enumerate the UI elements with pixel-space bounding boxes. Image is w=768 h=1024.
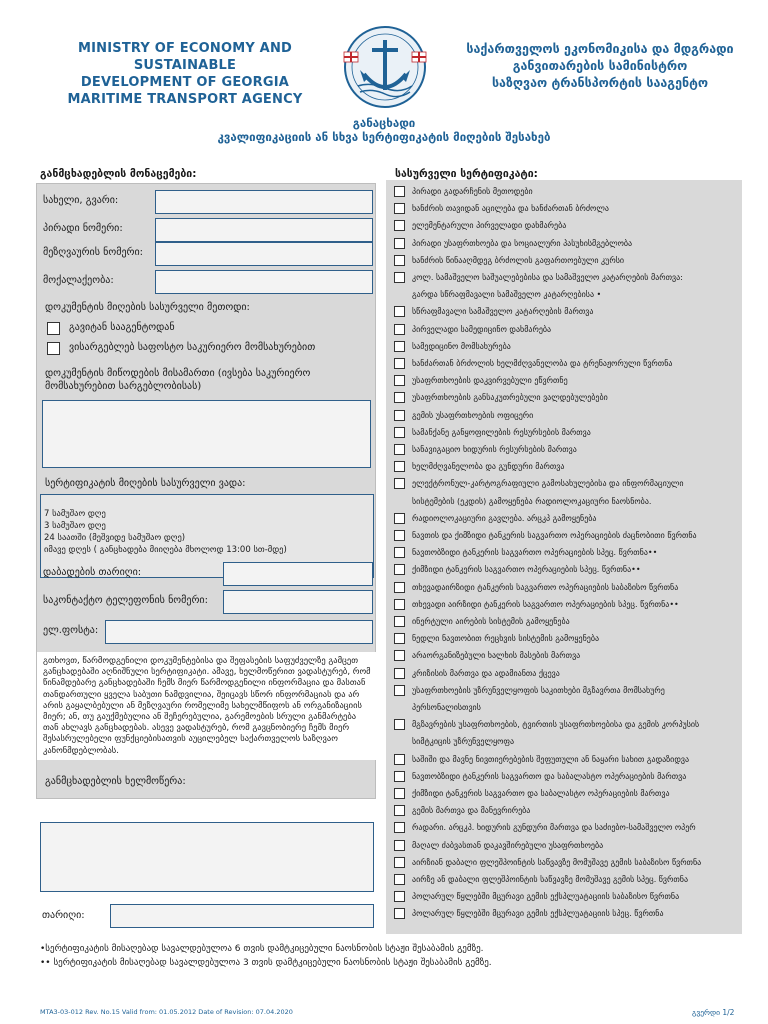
certificate-checkbox[interactable] — [394, 341, 405, 352]
certificate-item[interactable] — [394, 442, 739, 459]
phone-label: საკონტაქტო ტელეფონის ნომერი: — [43, 595, 208, 606]
certificate-section-title: სასურველი სერტიფიკატი: — [395, 168, 538, 180]
certificate-label: სწრაფმავალი სამაშველო კატარღების მართვა — [412, 307, 594, 317]
certificate-item[interactable] — [394, 838, 739, 855]
certificate-label: ხანძრის თავიდან აცილება და ხანძართან ბრძოლა — [412, 204, 609, 214]
certificate-label: აირზიან დაბალი ფლეშპოინტის საწვავზე მომუშავე გემის საბაზისო წვრთნა — [412, 857, 702, 867]
phone-row — [43, 590, 373, 614]
certificate-checkbox[interactable] — [394, 547, 405, 558]
certificate-item[interactable] — [394, 270, 739, 287]
certificate-label: თხევადაირზიდი ტანკერის საგვართო ოპერაციების საბაზისო წვრთნა — [412, 582, 679, 592]
certificate-checkbox[interactable] — [394, 530, 405, 541]
certificate-item[interactable] — [394, 339, 739, 356]
form-title: განაცხადი — [352, 116, 416, 130]
personal-number-row — [43, 218, 373, 242]
certificate-checkbox[interactable] — [394, 840, 405, 851]
certificate-label: გარდა სწრაფმავალი სამაშველო კატარღებისა • — [412, 290, 602, 300]
phone-input[interactable] — [223, 590, 373, 614]
certificate-checkbox[interactable] — [394, 805, 405, 816]
citizenship-row — [43, 270, 373, 294]
page-number: გვერდი 1/2 — [692, 1008, 735, 1017]
signature-label: განმცხადებლის ხელმოწერა: — [45, 776, 186, 787]
term-option-same-day[interactable]: იმავე დღეს ( განცხადება მიიღება მხოლოდ 13:00 სთ-მდე) — [44, 545, 287, 555]
certificate-label: თხევადი აირზიდი ტანკერის საგვართო ოპერაციების სპეც. წვრთნა•• — [412, 599, 679, 609]
certificate-label: ხელმძღვანელობა და გუნდური მართვა — [412, 462, 565, 472]
form-subtitle: კვალიფიკაციის ან სხვა სერტიფიკატის მიღების შესახებ — [217, 130, 551, 144]
certificate-label: სისტემების (ეკდის) გამოყენება რადიოლოკაციური ნაოსნობა. — [412, 496, 652, 506]
certificate-item[interactable] — [394, 820, 739, 837]
certificate-label: გემის მართვა და მანევრირება — [412, 806, 531, 816]
footnote-six-months: •სერტიფიკატის მისაღებად სავალდებულოა 6 თვის დამტკიცებული ნაოსნობის სტაჟი შესაბამის გემზე. — [40, 944, 484, 954]
certificate-checkbox[interactable] — [394, 857, 405, 868]
email-input[interactable] — [105, 620, 373, 644]
certificate-label: აირზე ან დაბალი ფლეშპოინტის საწვავზე მომუშავე გემის სპეც. წვრთნა — [412, 875, 689, 884]
certificate-item[interactable] — [394, 683, 739, 700]
certificate-label: რადიოლოკაციური გავლება. არცკპ გამოყენება — [412, 513, 597, 523]
certificate-checkbox[interactable] — [394, 564, 405, 575]
certificate-item[interactable] — [394, 322, 739, 339]
certificate-item[interactable] — [394, 889, 739, 906]
certificate-label: პოლარულ წყლებში მცურავი გემის ექსპლუატაციის სპეც. წვრთნა — [412, 909, 664, 919]
certificate-checkbox[interactable] — [394, 650, 405, 661]
certificate-label: კრიზისის მართვა და ადამიანთა ქცევა — [412, 668, 560, 678]
certificate-checkbox[interactable] — [394, 719, 405, 730]
name-label: სახელი, გვარი: — [43, 195, 119, 206]
certificate-item — [394, 700, 739, 717]
certificate-checkbox[interactable] — [394, 306, 405, 317]
certificate-checkbox[interactable] — [394, 203, 405, 214]
agency-name-en-line2: DEVELOPMENT OF GEORGIA — [80, 75, 290, 90]
certificate-item[interactable] — [394, 597, 739, 614]
email-row — [43, 620, 373, 644]
certificate-checkbox[interactable] — [394, 822, 405, 833]
certificate-label: პოლარულ წყლებში მცურავი გემის ექსპლუატაციის საბაზისო წვრთნა — [412, 892, 680, 902]
certificate-label: პერსონალისთვის — [412, 703, 481, 712]
certificate-item[interactable] — [394, 717, 739, 734]
declaration-text: გთხოვთ, წარმოდგენილი დოკუმენტებისა და შეფასების საფუძველზე გამცეთ განცხადებაში აღნიშნული სერტიფიკატი. ამავე, ხელმოწერით ვადასტურებ, რომ წინამდებარე განცხადებაში ჩემს მიერ წარმოდგენილი ინფორმაცია და მასთან თანდართული ყველა საბუთი ნამდვილია, შეიცავს სწორ ინფორმაციას და არ არის გაყალბებული ან მეზღვაური რომელიმე სახელმწიფოს ან ორგანიზაციის მიერ; ან, თუ გაუქმებულია ან შეჩერებულია, გარემოების სრული განმარტება თან ახლავს განცხადებას. ასევე ვადასტურებ, რომ გავცნობიერე ჩემს მიერ შესასრულებელი ფუნქციებისათვის აუცილებელ საქართველოს საზღვაო კანონმდებლობას. — [43, 656, 371, 756]
certificate-label: ინერტული აირების სისტემის გამოყენება — [412, 617, 570, 626]
certificate-checkbox[interactable] — [394, 908, 405, 919]
certificate-label: საშიში და მავნე ნივთიერებების შეფუთული ან ნაყარი სახით გადაზიდვა — [412, 754, 690, 764]
certificate-label: უსაფრთხოების დაკვირვებული ეწვრთნე — [412, 376, 568, 386]
certificate-label: ნავთის და ქიმზიდი ტანკერის საგვართო ოპერაციების ძაცნობითი წვრთნა — [412, 531, 697, 540]
seaman-number-row — [43, 242, 373, 266]
personal-number-label: პირადი ნომერი: — [43, 223, 123, 234]
certificate-item[interactable] — [394, 253, 739, 270]
agency-name-ka-line2: განვითარების სამინისტრო — [512, 58, 688, 73]
courier-label: ვისარგებლებ საფოსტო საკურიერო მომსახურებით — [69, 342, 316, 353]
certificate-checkbox[interactable] — [394, 582, 405, 593]
footnote-three-months: •• სერტიფიკატის მისაღებად სავალდებულოა 3 თვის დამტკიცებული ნაოსნობის სტაჟი შესაბამის გემზე. — [40, 958, 492, 968]
declaration-box — [37, 652, 377, 760]
certificate-item[interactable] — [394, 786, 739, 803]
citizenship-label: მოქალაქეობა: — [43, 275, 114, 286]
personal-number-input[interactable] — [155, 218, 373, 242]
certificate-item[interactable] — [394, 218, 739, 235]
agency-seal-logo — [340, 22, 430, 112]
dob-input[interactable] — [223, 562, 373, 586]
certificate-item[interactable] — [394, 666, 739, 683]
certificate-item — [394, 734, 739, 751]
certificate-checkbox[interactable] — [394, 358, 405, 369]
dob-row — [43, 562, 373, 586]
certificate-label: არაორგანიზებული ხალხის მასების მართვა — [412, 651, 581, 661]
certificate-checkbox[interactable] — [394, 238, 405, 249]
certificate-label: ნავთობზიდი ტანკერის საგვართო და საბალასტო ოპერაციების მართვა — [412, 771, 687, 781]
certificate-item — [394, 287, 739, 304]
certificate-label: პირველადი სამედიცინო დახმარება — [412, 324, 552, 334]
certificate-item — [394, 494, 739, 511]
delivery-address-label-line1: დოკუმენტის მიწოდების მისამართი (ივსება საკურიერო — [45, 368, 311, 379]
receive-option-pickup[interactable] — [47, 322, 347, 338]
certificate-label: ელემენტარული პირველადი დახმარება — [412, 221, 567, 231]
certificate-item[interactable] — [394, 476, 739, 493]
certificate-label: მგზავრების უსაფრთხოების, ტვირთის უსაფრთხოებისა და გემის კორპუსის — [412, 720, 700, 730]
certificate-label: სანავიგაციო ხიდურის რესურსების მართვა — [412, 445, 577, 454]
certificate-item[interactable] — [394, 769, 739, 786]
certificate-label: სამედიცინო მომსახურება — [412, 341, 511, 351]
certificate-item[interactable] — [394, 390, 739, 407]
certificate-checkbox[interactable] — [394, 461, 405, 472]
agency-name-english — [40, 40, 330, 108]
certificate-label: ხანძრის წინააღმდეგ ბრძოლის გაფართოებული კურსი — [412, 255, 625, 265]
delivery-address-label-line2: მომსახურებით სარგებლობისას) — [45, 381, 202, 392]
certificate-label: გემის უსაფრთხოების ოფიცერი — [412, 410, 534, 420]
certificate-item[interactable] — [394, 631, 739, 648]
certificate-label: პირადი უსაფრთხოება და სოციალური პასუხისმგებლობა — [412, 238, 633, 248]
certificate-checkbox[interactable] — [394, 874, 405, 885]
pickup-label: გავიტან სააგენტოდან — [69, 322, 175, 333]
certificate-label: ნედლი ნავთობით რეცხვის სისტემის გამოყენება — [412, 634, 600, 644]
certificate-checkbox[interactable] — [394, 272, 405, 283]
certificate-item[interactable] — [394, 648, 739, 665]
email-label: ელ.ფოსტა: — [43, 625, 99, 636]
agency-name-en-line1: MINISTRY OF ECONOMY AND SUSTAINABLE — [77, 41, 293, 73]
agency-name-ka-line1: საქართველოს ეკონომიკისა და მდგრადი — [466, 41, 734, 56]
certificate-checkbox[interactable] — [394, 599, 405, 610]
certificate-checkbox[interactable] — [394, 754, 405, 765]
certificate-checkbox[interactable] — [394, 771, 405, 782]
certificate-label: ელექტრონულ-კარტოგრაფიული გამოსახულებისა და ინფორმაციული — [412, 479, 684, 489]
name-input[interactable] — [155, 190, 373, 214]
certificate-item[interactable] — [394, 356, 739, 373]
certificate-item[interactable] — [394, 614, 739, 631]
certificate-label: ნავთობზიდი ტანკერის საგვართო ოპერაციების სპეც. წვრთნა•• — [412, 548, 658, 558]
date-input[interactable] — [110, 904, 374, 928]
certificate-item[interactable] — [394, 408, 739, 425]
citizenship-input[interactable] — [155, 270, 373, 294]
agency-name-en-line3: MARITIME TRANSPORT AGENCY — [67, 92, 303, 107]
signature-input[interactable] — [40, 822, 374, 892]
delivery-address-input[interactable] — [42, 400, 371, 468]
certificate-checkbox[interactable] — [394, 633, 405, 644]
receive-method-label: დოკუმენტის მიღების სასურველი მეთოდი: — [45, 302, 250, 313]
certificate-label: სამანქანე განყოფილების რესურსების მართვა — [412, 427, 591, 437]
certificate-checkbox[interactable] — [394, 375, 405, 386]
dob-label: დაბადების თარიღი: — [43, 567, 142, 578]
term-option-7-days[interactable]: 7 სამუშაო დღე — [44, 509, 106, 519]
term-option-3-days[interactable]: 3 სამუშაო დღე — [44, 521, 106, 531]
certificate-item[interactable] — [394, 373, 739, 390]
certificate-item[interactable] — [394, 580, 739, 597]
certificate-checkbox[interactable] — [394, 685, 405, 696]
certificate-checkbox[interactable] — [394, 324, 405, 335]
applicant-panel — [36, 183, 376, 799]
receive-option-courier[interactable] — [47, 342, 367, 358]
courier-checkbox[interactable] — [47, 342, 60, 355]
certificate-label: კოლ. სამაშველო საშუალებებისა და სამაშველო კატარღების მართვა: — [412, 273, 683, 282]
certificate-checkbox[interactable] — [394, 891, 405, 902]
certificate-label: უსაფრთხოების განსაკუთრებული ვალდებულებები — [412, 393, 608, 403]
form-revision-info: MTA3-03-012 Rev. No.15 Valid from: 01.05.2012 Date of Revision: 07.04.2020 — [40, 1008, 293, 1016]
certificate-label: უსაფრთხოების უზრუნველყოფის საკითხები მგზავრთა მომსახურე — [412, 685, 665, 695]
certificate-item[interactable] — [394, 425, 739, 442]
pickup-checkbox[interactable] — [47, 322, 60, 335]
seaman-number-label: მეზღვაურის ნომერი: — [43, 247, 144, 258]
certificate-label: ქიმზიდი ტანკერის საგვართო ოპერაციების სპეც. წვრთნა•• — [412, 565, 641, 575]
applicant-section-title: განმცხადებლის მონაცემები: — [40, 168, 197, 180]
certificate-label: ხანძართან ბრძოლის ხელმძღვანელობა და ტრენაჟორული წვრთნა — [412, 359, 673, 368]
certificate-checkbox[interactable] — [394, 788, 405, 799]
certificate-label: მაღალ ძაბვასთან დაკავშირებული უსაფრთხოება — [412, 840, 604, 850]
certificate-checkbox[interactable] — [394, 478, 405, 489]
certificate-checkbox[interactable] — [394, 410, 405, 421]
certificate-label: ქიმზიდი ტანკერის საგვართო და საბალასტო ოპერაციების მართვა — [412, 789, 670, 798]
certificate-item[interactable] — [394, 872, 739, 889]
certificate-list-panel — [386, 180, 742, 934]
certificate-label: სიმტკიცის უზრუნველყოფა — [412, 737, 515, 747]
certificate-checkbox[interactable] — [394, 427, 405, 438]
certificate-item[interactable] — [394, 511, 739, 528]
certificate-checkbox[interactable] — [394, 186, 405, 197]
certificate-item[interactable] — [394, 906, 739, 923]
certificate-item[interactable] — [394, 304, 739, 321]
certificate-item[interactable] — [394, 528, 739, 545]
certificate-item[interactable] — [394, 201, 739, 218]
certificate-checkbox[interactable] — [394, 668, 405, 679]
term-option-24-hours[interactable]: 24 საათში (მეშვიდე სამუშაო დღე) — [44, 533, 186, 543]
name-row — [43, 190, 373, 214]
agency-name-ka-line3: საზღვაო ტრანსპორტის სააგენტო — [491, 75, 709, 90]
certificate-checkbox[interactable] — [394, 444, 405, 455]
certificate-item[interactable] — [394, 803, 739, 820]
certificate-checkbox[interactable] — [394, 220, 405, 231]
certificate-item[interactable] — [394, 855, 739, 872]
certificate-label: პირადი გადარჩენის მეთოდები — [412, 187, 533, 196]
certificate-item[interactable] — [394, 459, 739, 476]
certificate-checkbox[interactable] — [394, 513, 405, 524]
agency-name-georgian — [450, 40, 750, 91]
certificate-checkbox[interactable] — [394, 255, 405, 266]
certificate-item[interactable] — [394, 184, 739, 201]
certificate-checkbox[interactable] — [394, 616, 405, 627]
term-label: სერტიფიკატის მიღების სასურველი ვადა: — [45, 478, 246, 489]
certificate-item[interactable] — [394, 562, 739, 579]
date-label: თარიღი: — [42, 910, 85, 921]
seaman-number-input[interactable] — [155, 242, 373, 266]
certificate-item[interactable] — [394, 545, 739, 562]
certificate-checkbox[interactable] — [394, 392, 405, 403]
certificate-label: რადარი. არცკპ. ხიდურის გუნდური მართვა და საძიებო-სამაშველო ოპერ — [412, 823, 696, 833]
certificate-item[interactable] — [394, 752, 739, 769]
certificate-item[interactable] — [394, 236, 739, 253]
